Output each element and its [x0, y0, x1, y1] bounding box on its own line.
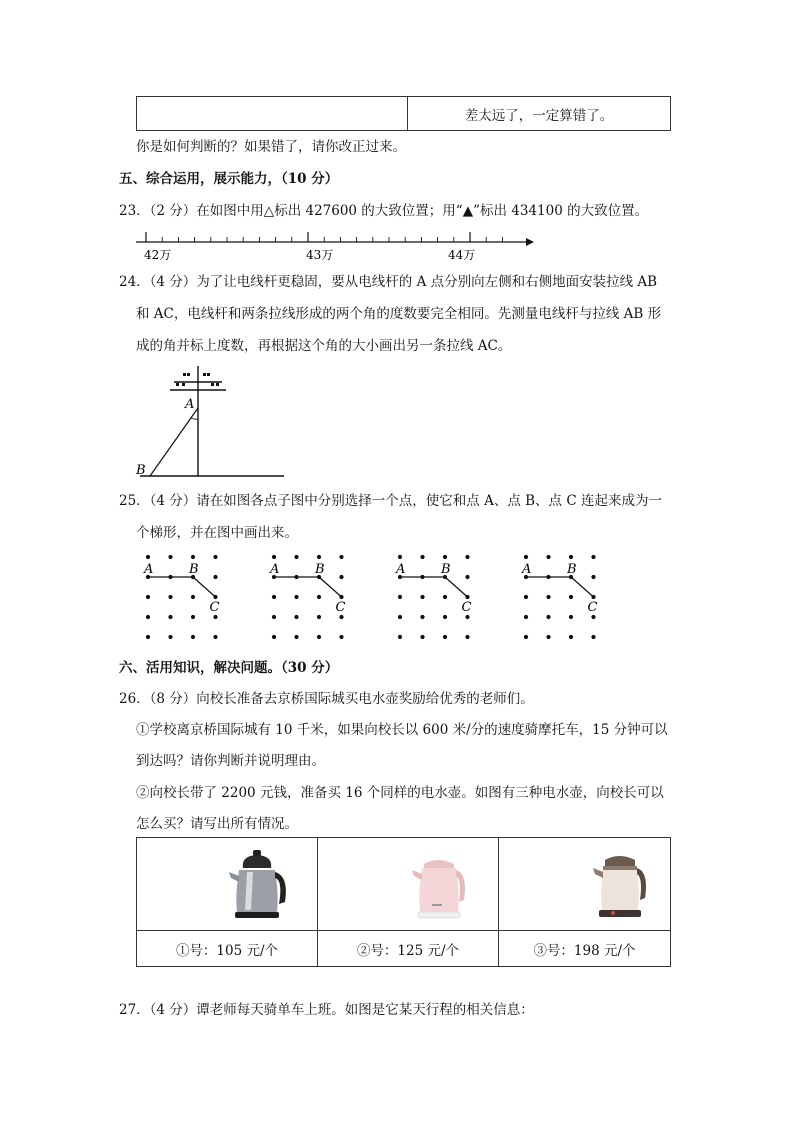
grid-dot	[398, 595, 402, 599]
grid-dot	[443, 595, 447, 599]
kettle-1-image	[225, 846, 295, 924]
q26-part2-line-2: 怎么买？请写出所有情况。	[136, 816, 298, 832]
q24-line-1: 24．（4 分）为了让电线杆更稳固，要从电线杆的 A 点分别向左侧和右侧地面安装拉线 AB	[119, 274, 658, 290]
number-line-label-42: 42万	[144, 248, 172, 262]
grid-dot	[569, 595, 573, 599]
grid-label-c: C	[461, 600, 472, 615]
insulator	[182, 383, 185, 386]
kettle-2-cell	[318, 838, 499, 931]
grid-label-a: A	[522, 562, 532, 577]
number-line-arrow	[526, 238, 534, 246]
insulator	[176, 383, 179, 386]
grid-dot	[420, 635, 424, 639]
q23-text: 23．（2 分）在如图中用△标出 427600 的大致位置；用“▲”标出 434100 的大致位置。	[119, 203, 649, 219]
grid-dot	[213, 575, 217, 579]
dot-grid-2	[264, 549, 354, 645]
grid-dot	[398, 615, 402, 619]
grid-dot	[591, 615, 595, 619]
q26-part1-line-1: ①学校离京桥国际城有 10 千米，如果向校长以 600 米/分的速度骑摩托车，15 分钟可以	[136, 722, 668, 738]
q26-text: 26．（8 分）向校长准备去京桥国际城买电水壶奖励给优秀的老师们。	[119, 691, 534, 707]
angle-arc	[191, 418, 198, 419]
pole-figure	[130, 362, 290, 482]
grid-dot	[272, 595, 276, 599]
grid-dot	[213, 615, 217, 619]
grid-label-b: B	[189, 562, 199, 577]
grid-label-b: B	[441, 562, 451, 577]
grid-dot	[569, 555, 573, 559]
grid-dot	[168, 595, 172, 599]
segment-bc	[445, 577, 468, 597]
grid-label-a: A	[270, 562, 280, 577]
insulator	[211, 383, 214, 386]
grid-dot	[272, 635, 276, 639]
grid-dot	[524, 595, 528, 599]
grid-dot	[339, 555, 343, 559]
q24-line-2: 和 AC，电线杆和两条拉线形成的两个角的度数要完全相同。先测量电线杆与拉线 AB 形	[136, 306, 662, 322]
grid-dot	[398, 635, 402, 639]
wire-ab	[150, 408, 198, 476]
grid-dot	[146, 615, 150, 619]
grid-dot	[146, 595, 150, 599]
kettle-2-price: ②号：125 元/个	[318, 931, 499, 967]
grid-dot	[146, 635, 150, 639]
grid-dot	[317, 555, 321, 559]
judge-table-left-cell	[137, 97, 408, 131]
kettle-table	[136, 837, 671, 967]
grid-dot	[443, 635, 447, 639]
grid-dot	[569, 635, 573, 639]
insulator	[216, 383, 219, 386]
q27-text: 27．（4 分）谭老师每天骑单车上班。如图是它某天行程的相关信息：	[119, 1002, 534, 1018]
grid-dot	[420, 615, 424, 619]
grid-dot	[191, 615, 195, 619]
kettle-1-price: ①号：105 元/个	[137, 931, 318, 967]
grid-dot	[317, 635, 321, 639]
grid-dot	[213, 635, 217, 639]
kettle-3-cell	[499, 838, 671, 931]
grid-dot	[546, 635, 550, 639]
q26-part1-line-2: 到达吗？请你判断并说明理由。	[136, 753, 325, 769]
number-line-label-43: 43万	[306, 248, 334, 262]
grid-dot	[569, 615, 573, 619]
grid-dot	[524, 635, 528, 639]
grid-label-c: C	[587, 600, 598, 615]
grid-dot	[168, 615, 172, 619]
kettle-3-image	[587, 846, 657, 924]
grid-label-a: A	[144, 562, 154, 577]
grid-label-b: B	[567, 562, 577, 577]
kettle-1-cell	[137, 838, 318, 931]
q25-line-2: 个梯形，并在图中画出来。	[136, 525, 298, 541]
grid-dot	[546, 615, 550, 619]
insulator	[203, 373, 206, 376]
grid-dot	[443, 615, 447, 619]
grid-dot	[398, 555, 402, 559]
grid-dot	[591, 635, 595, 639]
grid-dot	[465, 555, 469, 559]
grid-dot	[339, 575, 343, 579]
grid-dot	[272, 555, 276, 559]
dot-grids	[138, 549, 608, 645]
q22-followup: 你是如何判断的？如果错了，请你改正过来。	[136, 139, 406, 155]
number-line	[130, 228, 540, 264]
grid-dot	[168, 635, 172, 639]
number-line-label-44: 44万	[448, 248, 476, 262]
grid-dot	[546, 555, 550, 559]
grid-dot	[317, 595, 321, 599]
grid-dot	[420, 555, 424, 559]
point-b-label: B	[136, 463, 146, 478]
grid-dot	[294, 615, 298, 619]
insulator	[183, 373, 186, 376]
grid-dot	[317, 615, 321, 619]
grid-dot	[465, 575, 469, 579]
q26-part2-line-1: ②向校长带了 2200 元钱，准备买 16 个同样的电水壶。如图有三种电水壶，向校长可以	[136, 785, 664, 801]
q24-line-3: 成的角并标上度数，再根据这个角的大小画出另一条拉线 AC。	[136, 338, 512, 354]
grid-dot	[191, 555, 195, 559]
q25-line-1: 25．（4 分）请在如图各点子图中分别选择一个点，使它和点 A、点 B、点 C 连起来成为一	[119, 493, 662, 509]
grid-dot	[168, 555, 172, 559]
segment-bc	[319, 577, 342, 597]
segment-bc	[193, 577, 216, 597]
grid-dot	[191, 635, 195, 639]
grid-label-a: A	[396, 562, 406, 577]
grid-dot	[294, 555, 298, 559]
grid-label-c: C	[209, 600, 220, 615]
grid-dot	[591, 555, 595, 559]
grid-dot	[591, 575, 595, 579]
grid-dot	[146, 555, 150, 559]
kettle-2-image	[406, 848, 476, 926]
point-a-label: A	[185, 397, 195, 412]
grid-dot	[524, 615, 528, 619]
dot-grid-3	[390, 549, 480, 645]
grid-dot	[465, 615, 469, 619]
grid-dot	[465, 635, 469, 639]
section5-title: 五、综合运用，展示能力，（10 分）	[119, 171, 339, 187]
judge-table	[136, 96, 671, 131]
segment-bc	[571, 577, 594, 597]
grid-dot	[213, 555, 217, 559]
grid-dot	[524, 555, 528, 559]
section6-title: 六、活用知识，解决问题。（30 分）	[119, 660, 339, 676]
insulator	[207, 373, 210, 376]
grid-dot	[339, 635, 343, 639]
grid-dot	[191, 595, 195, 599]
dot-grid-1	[138, 549, 228, 645]
dot-grid-4	[516, 549, 606, 645]
grid-dot	[443, 555, 447, 559]
grid-dot	[546, 595, 550, 599]
kettle-3-price: ③号：198 元/个	[499, 931, 671, 967]
grid-dot	[294, 635, 298, 639]
grid-label-c: C	[335, 600, 346, 615]
grid-label-b: B	[315, 562, 325, 577]
grid-dot	[420, 595, 424, 599]
grid-dot	[272, 615, 276, 619]
grid-dot	[294, 595, 298, 599]
grid-dot	[339, 615, 343, 619]
insulator	[187, 373, 190, 376]
judge-table-right-cell: 差太远了，一定算错了。	[408, 97, 671, 131]
